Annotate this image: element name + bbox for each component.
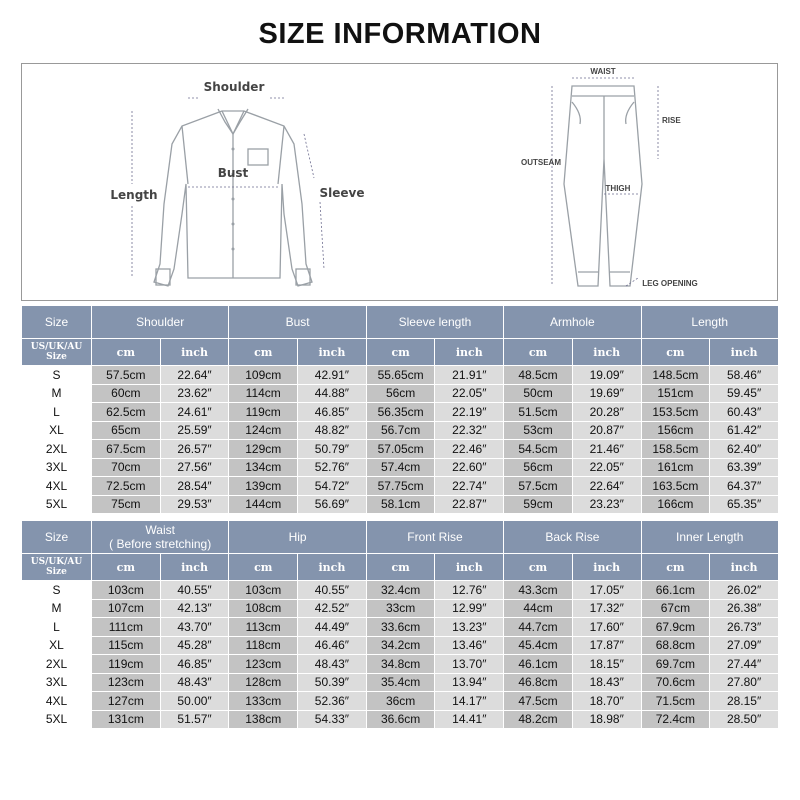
cm-value-cell: 66.1cm — [641, 581, 710, 600]
cm-value-cell: 46.8cm — [504, 673, 573, 692]
cm-value-cell: 113cm — [229, 618, 298, 637]
inch-value-cell: 27.80″ — [710, 673, 779, 692]
cm-value-cell: 124cm — [229, 421, 298, 440]
unit-cm-header: cm — [504, 339, 573, 366]
size-label: M — [22, 599, 92, 618]
inch-value-cell: 62.40″ — [710, 440, 779, 459]
cm-value-cell: 128cm — [229, 673, 298, 692]
cm-value-cell: 32.4cm — [366, 581, 435, 600]
cm-value-cell: 57.75cm — [366, 477, 435, 496]
size-header: Size — [22, 306, 92, 339]
inch-value-cell: 27.56″ — [160, 458, 229, 477]
cm-value-cell: 109cm — [229, 366, 298, 385]
table-row — [22, 599, 779, 618]
inch-value-cell: 52.76″ — [298, 458, 367, 477]
cm-value-cell: 57.4cm — [366, 458, 435, 477]
cm-value-cell: 127cm — [92, 692, 161, 711]
cm-value-cell: 47.5cm — [504, 692, 573, 711]
pants-label-waist: WAIST — [590, 67, 616, 76]
shirt-label-shoulder: Shoulder — [203, 80, 265, 94]
inch-value-cell: 48.43″ — [298, 655, 367, 674]
cm-value-cell: 58.1cm — [366, 495, 435, 514]
table-row — [22, 384, 779, 403]
cm-value-cell: 36.6cm — [366, 710, 435, 729]
cm-value-cell: 123cm — [92, 673, 161, 692]
cm-value-cell: 60cm — [92, 384, 161, 403]
cm-value-cell: 56cm — [504, 458, 573, 477]
inch-value-cell: 60.43″ — [710, 403, 779, 422]
cm-value-cell: 46.1cm — [504, 655, 573, 674]
cm-value-cell: 57.05cm — [366, 440, 435, 459]
cm-value-cell: 118cm — [229, 636, 298, 655]
unit-inch-header: inch — [710, 339, 779, 366]
unit-inch-header: inch — [298, 554, 367, 581]
cm-value-cell: 67.9cm — [641, 618, 710, 637]
measurement-group-header: Shoulder — [92, 306, 229, 339]
inch-value-cell: 44.49″ — [298, 618, 367, 637]
cm-value-cell: 133cm — [229, 692, 298, 711]
inch-value-cell: 27.44″ — [710, 655, 779, 674]
cm-value-cell: 44.7cm — [504, 618, 573, 637]
size-label: 3XL — [22, 458, 92, 477]
inch-value-cell: 27.09″ — [710, 636, 779, 655]
shirt-label-bust: Bust — [217, 166, 249, 180]
cm-value-cell: 103cm — [92, 581, 161, 600]
inch-value-cell: 40.55″ — [160, 581, 229, 600]
cm-value-cell: 67.5cm — [92, 440, 161, 459]
unit-cm-header: cm — [229, 339, 298, 366]
size-label: 2XL — [22, 440, 92, 459]
unit-inch-header: inch — [710, 554, 779, 581]
unit-inch-header: inch — [160, 339, 229, 366]
cm-value-cell: 111cm — [92, 618, 161, 637]
table-row — [22, 440, 779, 459]
inch-value-cell: 22.46″ — [435, 440, 504, 459]
inch-value-cell: 17.87″ — [572, 636, 641, 655]
cm-value-cell: 72.5cm — [92, 477, 161, 496]
inch-value-cell: 18.70″ — [572, 692, 641, 711]
inch-value-cell: 13.70″ — [435, 655, 504, 674]
inch-value-cell: 61.42″ — [710, 421, 779, 440]
unit-cm-header: cm — [366, 554, 435, 581]
pants-label-leg-opening: LEG OPENING — [642, 279, 698, 288]
cm-value-cell: 65cm — [92, 421, 161, 440]
bottom-size-table — [21, 520, 779, 729]
cm-value-cell: 115cm — [92, 636, 161, 655]
inch-value-cell: 22.05″ — [435, 384, 504, 403]
measurement-group-header: Armhole — [504, 306, 641, 339]
size-label: L — [22, 403, 92, 422]
inch-value-cell: 50.79″ — [298, 440, 367, 459]
table-row — [22, 403, 779, 422]
size-label: XL — [22, 636, 92, 655]
unit-cm-header: cm — [92, 554, 161, 581]
cm-value-cell: 57.5cm — [504, 477, 573, 496]
cm-value-cell: 114cm — [229, 384, 298, 403]
size-label: 4XL — [22, 477, 92, 496]
size-label: 4XL — [22, 692, 92, 711]
unit-cm-header: cm — [229, 554, 298, 581]
inch-value-cell: 14.41″ — [435, 710, 504, 729]
unit-inch-header: inch — [435, 554, 504, 581]
inch-value-cell: 58.46″ — [710, 366, 779, 385]
table-row — [22, 636, 779, 655]
inch-value-cell: 22.87″ — [435, 495, 504, 514]
region-size-header: US/UK/AU Size — [22, 339, 92, 366]
inch-value-cell: 63.39″ — [710, 458, 779, 477]
inch-value-cell: 23.23″ — [572, 495, 641, 514]
cm-value-cell: 56cm — [366, 384, 435, 403]
cm-value-cell: 53cm — [504, 421, 573, 440]
cm-value-cell: 71.5cm — [641, 692, 710, 711]
measurement-group-header: Bust — [229, 306, 366, 339]
inch-value-cell: 28.54″ — [160, 477, 229, 496]
cm-value-cell: 45.4cm — [504, 636, 573, 655]
inch-value-cell: 40.55″ — [298, 581, 367, 600]
size-label: XL — [22, 421, 92, 440]
unit-cm-header: cm — [641, 339, 710, 366]
cm-value-cell: 163.5cm — [641, 477, 710, 496]
cm-value-cell: 56.35cm — [366, 403, 435, 422]
cm-value-cell: 59cm — [504, 495, 573, 514]
cm-value-cell: 62.5cm — [92, 403, 161, 422]
inch-value-cell: 20.28″ — [572, 403, 641, 422]
inch-value-cell: 28.50″ — [710, 710, 779, 729]
size-label: 2XL — [22, 655, 92, 674]
inch-value-cell: 46.85″ — [160, 655, 229, 674]
cm-value-cell: 138cm — [229, 710, 298, 729]
inch-value-cell: 54.72″ — [298, 477, 367, 496]
inch-value-cell: 26.57″ — [160, 440, 229, 459]
inch-value-cell: 22.60″ — [435, 458, 504, 477]
inch-value-cell: 18.15″ — [572, 655, 641, 674]
inch-value-cell: 42.13″ — [160, 599, 229, 618]
inch-value-cell: 65.35″ — [710, 495, 779, 514]
cm-value-cell: 72.4cm — [641, 710, 710, 729]
cm-value-cell: 103cm — [229, 581, 298, 600]
unit-inch-header: inch — [298, 339, 367, 366]
cm-value-cell: 151cm — [641, 384, 710, 403]
cm-value-cell: 166cm — [641, 495, 710, 514]
cm-value-cell: 119cm — [229, 403, 298, 422]
pants-label-thigh: THIGH — [605, 184, 631, 193]
inch-value-cell: 17.05″ — [572, 581, 641, 600]
measurement-group-header: Hip — [229, 521, 366, 554]
inch-value-cell: 29.53″ — [160, 495, 229, 514]
table-row — [22, 581, 779, 600]
size-label: M — [22, 384, 92, 403]
inch-value-cell: 56.69″ — [298, 495, 367, 514]
measurement-diagram-svg — [22, 64, 779, 302]
measurement-group-header: Length — [641, 306, 778, 339]
cm-value-cell: 69.7cm — [641, 655, 710, 674]
cm-value-cell: 48.5cm — [504, 366, 573, 385]
measurement-group-header: Waist ( Before stretching) — [92, 521, 229, 554]
cm-value-cell: 153.5cm — [641, 403, 710, 422]
inch-value-cell: 19.69″ — [572, 384, 641, 403]
unit-cm-header: cm — [92, 339, 161, 366]
inch-value-cell: 46.85″ — [298, 403, 367, 422]
inch-value-cell: 13.23″ — [435, 618, 504, 637]
inch-value-cell: 22.64″ — [572, 477, 641, 496]
inch-value-cell: 26.38″ — [710, 599, 779, 618]
inch-value-cell: 22.64″ — [160, 366, 229, 385]
size-label: S — [22, 581, 92, 600]
inch-value-cell: 18.43″ — [572, 673, 641, 692]
inch-value-cell: 43.70″ — [160, 618, 229, 637]
inch-value-cell: 51.57″ — [160, 710, 229, 729]
inch-value-cell: 28.15″ — [710, 692, 779, 711]
measurement-group-header: Inner Length — [641, 521, 778, 554]
inch-value-cell: 22.32″ — [435, 421, 504, 440]
inch-value-cell: 45.28″ — [160, 636, 229, 655]
cm-value-cell: 129cm — [229, 440, 298, 459]
cm-value-cell: 75cm — [92, 495, 161, 514]
size-header: Size — [22, 521, 92, 554]
inch-value-cell: 21.91″ — [435, 366, 504, 385]
unit-inch-header: inch — [160, 554, 229, 581]
cm-value-cell: 48.2cm — [504, 710, 573, 729]
cm-value-cell: 56.7cm — [366, 421, 435, 440]
inch-value-cell: 14.17″ — [435, 692, 504, 711]
cm-value-cell: 119cm — [92, 655, 161, 674]
inch-value-cell: 64.37″ — [710, 477, 779, 496]
table-row — [22, 710, 779, 729]
unit-inch-header: inch — [435, 339, 504, 366]
inch-value-cell: 54.33″ — [298, 710, 367, 729]
pants-label-outseam: OUTSEAM — [521, 158, 561, 167]
inch-value-cell: 48.43″ — [160, 673, 229, 692]
table-row — [22, 692, 779, 711]
inch-value-cell: 22.05″ — [572, 458, 641, 477]
cm-value-cell: 67cm — [641, 599, 710, 618]
inch-value-cell: 25.59″ — [160, 421, 229, 440]
measurement-group-header: Front Rise — [366, 521, 503, 554]
measurement-group-header: Sleeve length — [366, 306, 503, 339]
cm-value-cell: 148.5cm — [641, 366, 710, 385]
inch-value-cell: 21.46″ — [572, 440, 641, 459]
cm-value-cell: 134cm — [229, 458, 298, 477]
inch-value-cell: 59.45″ — [710, 384, 779, 403]
table-row — [22, 477, 779, 496]
cm-value-cell: 131cm — [92, 710, 161, 729]
cm-value-cell: 57.5cm — [92, 366, 161, 385]
cm-value-cell: 36cm — [366, 692, 435, 711]
unit-cm-header: cm — [641, 554, 710, 581]
cm-value-cell: 51.5cm — [504, 403, 573, 422]
size-label: 5XL — [22, 710, 92, 729]
inch-value-cell: 26.02″ — [710, 581, 779, 600]
inch-value-cell: 48.82″ — [298, 421, 367, 440]
cm-value-cell: 70cm — [92, 458, 161, 477]
size-label: S — [22, 366, 92, 385]
inch-value-cell: 24.61″ — [160, 403, 229, 422]
cm-value-cell: 44cm — [504, 599, 573, 618]
cm-value-cell: 70.6cm — [641, 673, 710, 692]
inch-value-cell: 18.98″ — [572, 710, 641, 729]
cm-value-cell: 161cm — [641, 458, 710, 477]
inch-value-cell: 13.46″ — [435, 636, 504, 655]
cm-value-cell: 33cm — [366, 599, 435, 618]
cm-value-cell: 108cm — [229, 599, 298, 618]
cm-value-cell: 107cm — [92, 599, 161, 618]
region-size-header: US/UK/AU Size — [22, 554, 92, 581]
unit-cm-header: cm — [504, 554, 573, 581]
top-size-table — [21, 305, 779, 514]
shirt-label-length: Length — [110, 188, 158, 202]
cm-value-cell: 35.4cm — [366, 673, 435, 692]
measurement-diagram — [21, 63, 778, 301]
table-row — [22, 673, 779, 692]
inch-value-cell: 42.91″ — [298, 366, 367, 385]
cm-value-cell: 34.8cm — [366, 655, 435, 674]
cm-value-cell: 123cm — [229, 655, 298, 674]
cm-value-cell: 55.65cm — [366, 366, 435, 385]
cm-value-cell: 158.5cm — [641, 440, 710, 459]
inch-value-cell: 22.74″ — [435, 477, 504, 496]
cm-value-cell: 156cm — [641, 421, 710, 440]
table-row — [22, 495, 779, 514]
measurement-group-header: Back Rise — [504, 521, 641, 554]
cm-value-cell: 50cm — [504, 384, 573, 403]
inch-value-cell: 46.46″ — [298, 636, 367, 655]
inch-value-cell: 22.19″ — [435, 403, 504, 422]
inch-value-cell: 50.39″ — [298, 673, 367, 692]
size-label: 5XL — [22, 495, 92, 514]
cm-value-cell: 68.8cm — [641, 636, 710, 655]
inch-value-cell: 42.52″ — [298, 599, 367, 618]
page-title: SIZE INFORMATION — [258, 18, 542, 50]
table-row — [22, 366, 779, 385]
shirt-label-sleeve: Sleeve — [319, 186, 365, 200]
table-row — [22, 421, 779, 440]
table-row — [22, 618, 779, 637]
inch-value-cell: 12.76″ — [435, 581, 504, 600]
cm-value-cell: 139cm — [229, 477, 298, 496]
cm-value-cell: 33.6cm — [366, 618, 435, 637]
unit-cm-header: cm — [366, 339, 435, 366]
pants-label-rise: RISE — [662, 116, 681, 125]
inch-value-cell: 20.87″ — [572, 421, 641, 440]
cm-value-cell: 34.2cm — [366, 636, 435, 655]
inch-value-cell: 17.60″ — [572, 618, 641, 637]
table-row — [22, 655, 779, 674]
inch-value-cell: 23.62″ — [160, 384, 229, 403]
size-label: L — [22, 618, 92, 637]
inch-value-cell: 44.88″ — [298, 384, 367, 403]
cm-value-cell: 54.5cm — [504, 440, 573, 459]
inch-value-cell: 12.99″ — [435, 599, 504, 618]
cm-value-cell: 144cm — [229, 495, 298, 514]
unit-inch-header: inch — [572, 554, 641, 581]
inch-value-cell: 13.94″ — [435, 673, 504, 692]
unit-inch-header: inch — [572, 339, 641, 366]
inch-value-cell: 52.36″ — [298, 692, 367, 711]
inch-value-cell: 50.00″ — [160, 692, 229, 711]
size-label: 3XL — [22, 673, 92, 692]
inch-value-cell: 26.73″ — [710, 618, 779, 637]
table-row — [22, 458, 779, 477]
cm-value-cell: 43.3cm — [504, 581, 573, 600]
inch-value-cell: 19.09″ — [572, 366, 641, 385]
inch-value-cell: 17.32″ — [572, 599, 641, 618]
